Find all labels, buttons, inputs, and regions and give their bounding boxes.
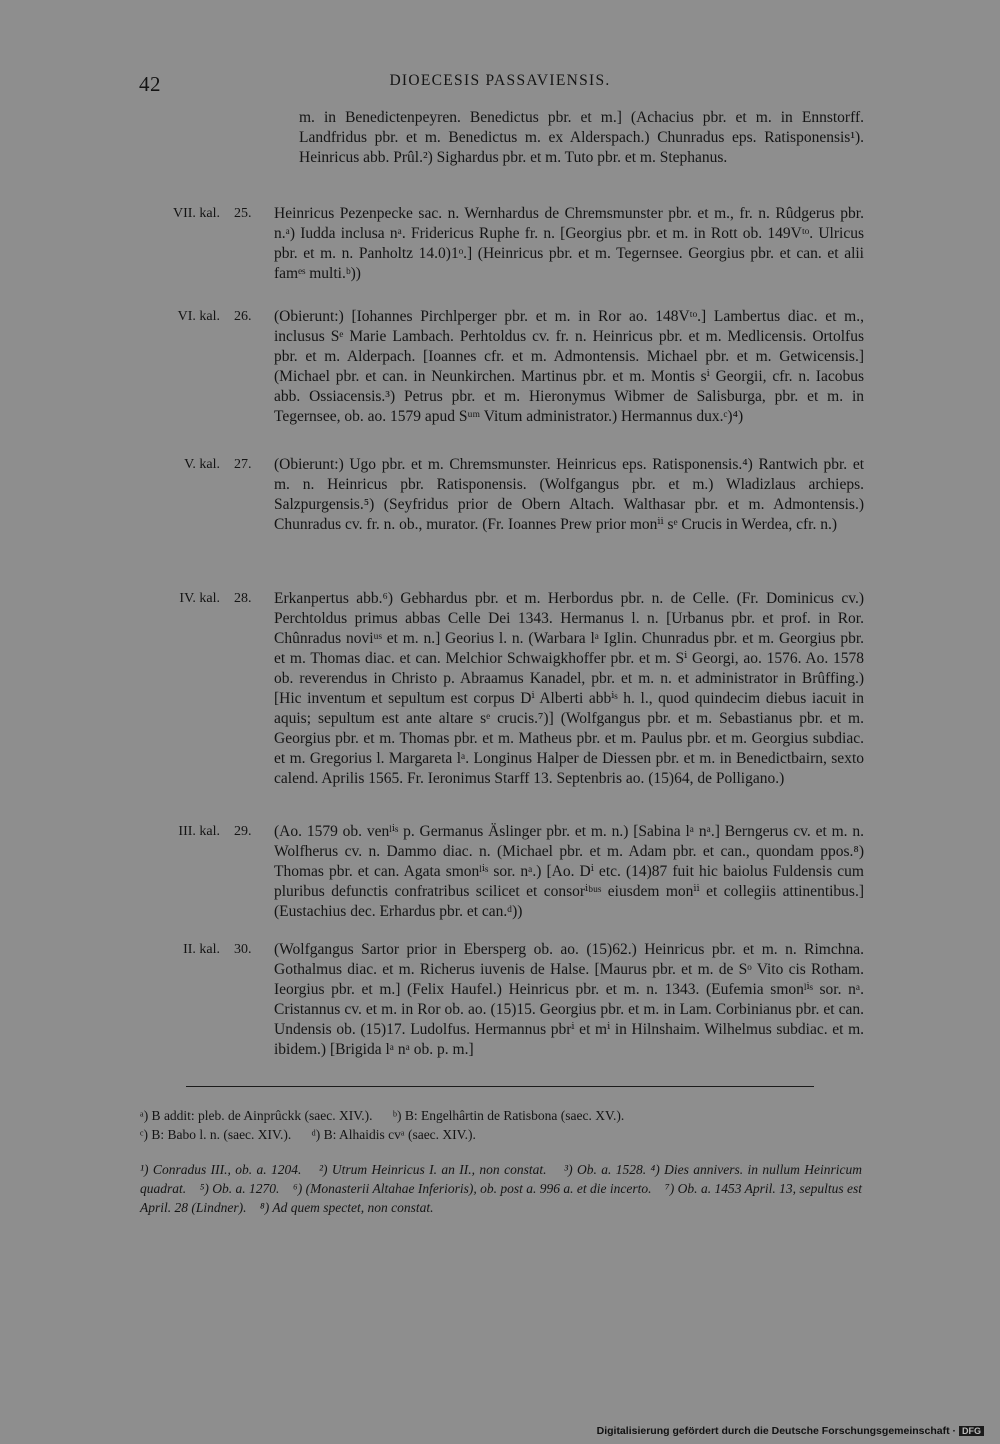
kalends-label: V. kal. — [184, 457, 220, 472]
day-number: 29. — [234, 824, 252, 839]
entry-text: (Obierunt:) [Iohannes Pirchlperger pbr. et m. in Ror ao. 148Vᵗᵒ.] Lambertus diac. et m., inclusus Sᵉ Marie Lambach. Perhtoldus cv. fr. n. Heinricus pbr. et m. Medlicensis. Ortolfus pbr. et m. Alderpach. [Ioannes cfr. et m. Admontensis. Michael pbr. et m. Getwicensis.] (Michael pbr. et can. in Neunkirchen. Martinus pbr. et m. Montis sⁱ Georgii, cfr. n. Iacobus abb. Ossiacensis.³) Petrus pbr. et m. Hieronymus Wibmer de Salisburga, pbr. et m. in Tegernsee, ob. ao. 1579 apud Sᵘᵐ Vitum administrator.) Hermannus dux.ᶜ)⁴) — [274, 308, 864, 425]
critical-note: ᶜ) B: Babo l. n. (saec. XIV.). — [140, 1127, 292, 1142]
entry-text: (Obierunt:) Ugo pbr. et m. Chremsmunster. Heinricus eps. Ratisponensis.⁴) Rantwich pbr. et m. n. Heinricus pbr. Ratisponensis. (Wolfgangus pbr. et m.) Wladizlaus archieps. Salzpurgensis.⁵) (Seyfridus prior de Obern Altach. Walthasar pbr. et m. Admontensis.) Chunradus cv. fr. n. ob., murator. (Fr. Ioannes Prew prior monⁱⁱ sᵉ Crucis in Werdea, cfr. n.) — [274, 456, 864, 533]
day-number: 28. — [234, 591, 252, 606]
dfg-logo: DFG — [959, 1426, 984, 1436]
day-number: 27. — [234, 457, 252, 472]
footnote: ⁵) Ob. a. 1270. — [199, 1181, 280, 1196]
critical-note: ᵈ) B: Alhaidis cvᵃ (saec. XIV.). — [311, 1127, 476, 1142]
entry-text: Heinricus Pezenpecke sac. n. Wernhardus de Chremsmunster pbr. et m., fr. n. Rûdgerus pbr. n.ᵃ) Iudda inclusa nᵃ. Fridericus Ruphe fr. n. [Georgius pbr. et m. in Rott ob. 149Vᵗᵒ. Ulricus pbr. et m. n. Panholtz 14.0)1ᵒ.] (Heinricus pbr. et m. Tegernsee. Georgius pbr. et can. et alii famᵉˢ multi.ᵇ)) — [274, 205, 864, 282]
credit-text: Digitalisierung gefördert durch die Deutsche Forschungsgemeinschaft · — [596, 1425, 956, 1437]
footnote: ⁴) Dies annivers. in nullum Heinricum quadrat. — [140, 1162, 862, 1196]
footnote: ⁸) Ad quem spectet, non constat. — [260, 1200, 434, 1215]
critical-note: ᵃ) B addit: pleb. de Ainprûckk (saec. XIV.). — [140, 1108, 373, 1123]
kalends-label: VII. kal. — [172, 206, 220, 221]
footnote: ⁶) (Monasterii Altahae Inferioris), ob. post a. 996 a. et die incerto. — [293, 1181, 652, 1196]
day-number: 30. — [234, 942, 252, 957]
critical-note: ᵇ) B: Engelhârtin de Ratisbona (saec. XV.). — [392, 1108, 625, 1123]
kalends-label: VI. kal. — [177, 309, 220, 324]
running-title: DIOECESIS PASSAVIENSIS. — [389, 72, 611, 89]
footnote: ³) Ob. a. 1528. — [564, 1162, 647, 1177]
footnotes — [140, 1160, 862, 1217]
footnote-rule — [186, 1086, 814, 1087]
kalends-label: III. kal. — [178, 824, 220, 839]
kalends-label: IV. kal. — [179, 591, 220, 606]
entry-text: (Wolfgangus Sartor prior in Ebersperg ob. ao. (15)62.) Heinricus pbr. et m. n. Rimchna. Gothalmus diac. et m. Richerus iuvenis de Halse. [Maurus pbr. et m. de Sᵒ Vito cis Rotham. Ieorgius pbr. et m.] (Felix Haufel.) Heinricus pbr. et m. n. 1343. (Eufemia smonˡⁱˢ sor. nᵃ. Cristannus cv. et m. in Ror ob. ao. (15)15. Georgius pbr. et m. in Lam. Corbinianus pbr. et can. Undensis ob. (15)17. Ludolfus. Hermannus pbrⁱ et mⁱ in Hilnshaim. Wilhelmus subdiac. et m. ibidem.) [Brigida lᵃ nᵃ ob. p. m.] — [274, 941, 864, 1058]
kalends-label: II. kal. — [183, 942, 220, 957]
day-number: 26. — [234, 309, 252, 324]
entry-text: (Ao. 1579 ob. venˡⁱˢ p. Germanus Äslinger pbr. et m. n.) [Sabina lᵃ nᵃ.] Berngerus cv. et m. n. Wolfherus cv. n. Dammo diac. n. (Michael pbr. et m. Adam pbr. et can., quondam ppos.⁸) Thomas pbr. et can. Agata smonˡⁱˢ sor. nᵃ.) [Ao. Dⁱ etc. (14)87 fuit hic baiolus Fuldensis cum pluribus defunctis confratribus scilicet et consorⁱᵇᵘˢ eiusdem monⁱⁱ et collegiis attinentibus.] (Eustachius dec. Erhardus pbr. et can.ᵈ)) — [274, 823, 864, 920]
entry-text: Erkanpertus abb.⁶) Gebhardus pbr. et m. Herbordus pbr. n. de Celle. (Fr. Dominicus cv.) Perchtoldus primus abbas Celle Dei 1343. Hermanus l. n. [Urbanus pbr. et prof. in Ror. Chûnradus noviᵘˢ et m. n.] Georius l. n. (Warbara lᵃ Iglin. Chunradus pbr. et m. Georgius pbr. et m. Thomas diac. et can. Melchior Schwaigkhoffer pbr. et m. Sⁱ Georgi, ao. 1576. Ao. 1578 ob. reverendus in Christo p. Abraamus Kanadel, pbr. et m. n. et administrator in Brûffing.) [Hic inventum et sepultum est corpus Dⁱ Alberti abbⁱˢ h. l., quod quindecim diebus iacuit in aquis; sepultum est ante altare sᵉ crucis.⁷)] (Wolfgangus pbr. et m. Sebastianus pbr. et m. Georgius pbr. et m. Thomas pbr. et m. Matheus pbr. et m. Paulus pbr. et m. Georgius subdiac. et m. Gregorius l. Margareta lᵃ. Longinus Halper de Diessen pbr. et m. in Benedictbairn, sexto calend. Aprilis 1565. Fr. Ieronimus Starff 13. Septenbris ao. (15)64, de Polligano.) — [274, 590, 864, 787]
day-number: 25. — [234, 206, 252, 221]
lead-block: m. in Benedictenpeyren. Benedictus pbr. et m.] (Achacius pbr. et m. in Ennstorff. Landfridus pbr. et m. Benedictus m. ex Alderspach.) Chunradus eps. Ratisponensis¹). Heinricus abb. Prûl.²) Sighardus pbr. et m. Tuto pbr. et m. Stephanus. — [299, 109, 864, 166]
footnote: ⁷) Ob. a. 1453 April. 13, sepultus est April. 28 (Lindner). — [140, 1181, 863, 1215]
page-number: 42 — [139, 72, 161, 96]
digitization-credit — [597, 1425, 984, 1437]
critical-apparatus — [140, 1106, 862, 1144]
footnote: ²) Utrum Heinricus I. an II., non constat. — [318, 1162, 547, 1177]
footnote: ¹) Conradus III., ob. a. 1204. — [140, 1162, 302, 1177]
